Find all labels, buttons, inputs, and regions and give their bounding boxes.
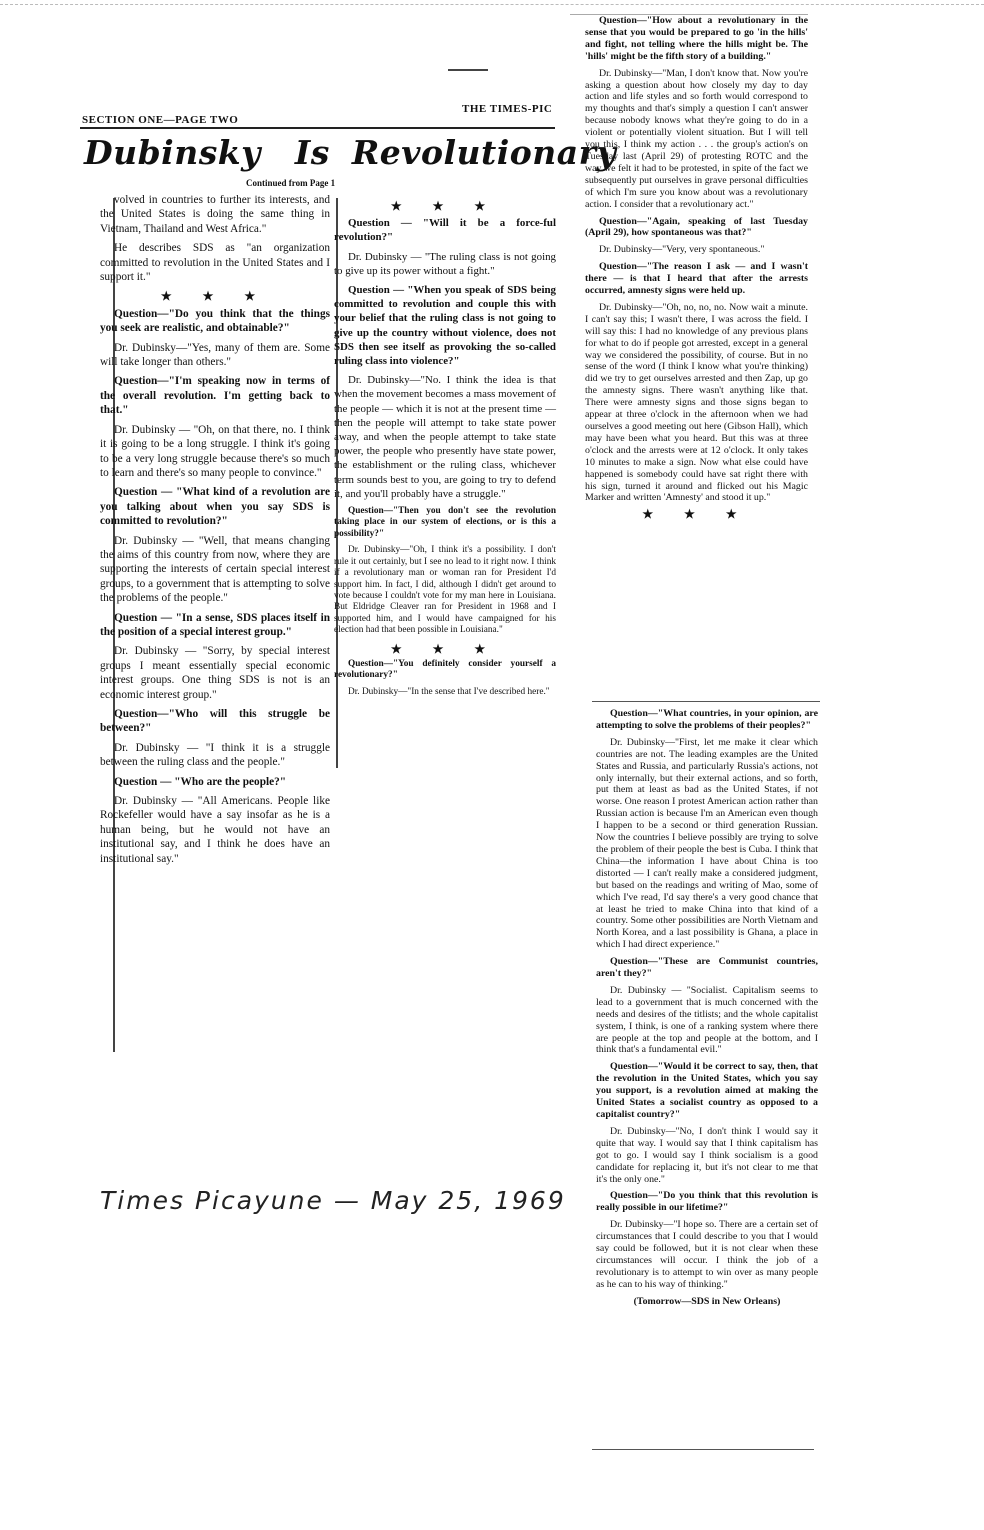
answer-paragraph: Dr. Dubinsky — "All Americans. People like Rockefeller would have a say insofar as he is a human being, but he would not have an institutional say, and I think he does have an institutional say." [100, 795, 330, 865]
star-separator: ★ ★ ★ [642, 507, 751, 522]
answer-paragraph: Dr. Dubinsky — "Well, that means changing the aims of this country from now, where they are supporting the interests of certain special interest groups, to a government that is attempting to solve the problems of the people." [100, 534, 330, 605]
answer-paragraph: Dr. Dubinsky—"No. I think the idea is that when the movement becomes a mass movement of the people — which it is not at the present time — then the people will attempt to take state power away, and when the people attempt to take state power, the people who presently have state power, the establishment or the ruling class, whichever term sounds best to you, are going to try to defend it, and you'll probably have a struggle." [334, 374, 556, 500]
star-separator: ★ ★ ★ [390, 199, 500, 213]
answer-paragraph: Dr. Dubinsky—"In the sense that I've described here." [348, 686, 550, 697]
article-column-1 [100, 193, 330, 871]
answer-paragraph: Dr. Dubinsky — "I think it is a struggle between the ruling class and the people." [100, 741, 330, 769]
question-paragraph: Question—"Again, speaking of last Tuesday (April 29), how spontaneous was that?" [585, 215, 808, 239]
answer-paragraph: Dr. Dubinsky—"Man, I don't know that. Now you're asking a question about how closely my day to day action and life styles and so forth would correspond to my thoughts and that's simply a question I can't answer because nobody knows what they're going to do in a violent or potentially violent situation. But I will tell you this, I think my action . . . the group's action's on Tuesday last (April 29) of protesting ROTC and the way we felt it had to be protested, in spite of the fact we subsequently put ourselves in grave personal difficulties of which I'm sure you know about was a revolutionary action. I consider that a revolutionary act." [585, 67, 808, 210]
clipping-mark [448, 69, 488, 71]
column-rule [592, 701, 820, 702]
article-column-4 [596, 708, 818, 1313]
answer-paragraph: Dr. Dubinsky—"First, let me make it clear which countries are not. The leading examples are the United States and Russia, and particularly Russia's actions, not only internally, but their external actions, and so forth, put them at least as bad as the United States, if not worse. One reason I protest American action rather than Russian action is because I'm an American even though I happen to be a second or third generation Russian. Now the countries I believe possibly are trying to solve the problem of their people the best is Cuba. I think that China—the information I have about China is too distorted — I can't really make a considered judgment, but based on the readings and writing of Mao, some of which I've read, I'd say there's a very good chance that at least he tried to make China into that kind of a country. Some other possibilities are North Vietnam and North Korea, and a last possibility is Ghana, a place in which I had direct experience." [596, 736, 818, 951]
answer-paragraph: Dr. Dubinsky—"Oh, I think it's a possibility. I don't rule it out certainly, but I see no lead to it right now. I think if a revolutionary man or woman ran for President I'd support him. In fact, I did, although I didn't get around to vote because I couldn't vote for my man here in Louisiana. But Eldridge Cleaver ran for President in 1968 and I supported him, and I would have campaigned for his election had that been possible in Louisiana." [334, 545, 556, 636]
question-paragraph: Question—"These are Communist countries, aren't they?" [596, 956, 818, 980]
question-paragraph: Question — "In a sense, SDS places itself in the position of a special interest group." [100, 611, 330, 638]
header-rule [80, 127, 555, 129]
handwritten-annotation: Times Picayune — May 25, 1969 [100, 1186, 566, 1215]
question-paragraph: Question — "What kind of a revolution are you talking about when you say SDS is committed to revolution?" [100, 486, 330, 528]
answer-paragraph: Dr. Dubinsky—"Yes, many of them are. Some will take longer than others." [100, 341, 330, 369]
answer-paragraph: Dr. Dubinsky — "Socialist. Capitalism seems to lead to a government that is much concerned with the needs and desires of the titlists; and the whole capitalist system, I think, is one of a ranking system where there are people at the top and people at the bottom, and I think that's a fundamental evil." [596, 984, 818, 1056]
headline-word: Revolutionary [351, 133, 617, 172]
answer-paragraph: volved in countries to further its interests, and the United States is doing the same thing in Vietnam, Thailand and West Africa." [100, 194, 330, 235]
answer-paragraph: Dr. Dubinsky—"Very, very spontaneous." [599, 244, 765, 256]
answer-paragraph: He describes SDS as "an organization committed to revolution in the United States and I support it." [100, 242, 330, 284]
question-paragraph: Question—"How about a revolutionary in the sense that you would be prepared to go 'in the hills' and fight, not telling where the hills might be. The 'hills' might be the fifth story of a building." [585, 15, 808, 62]
article-column-2 [334, 198, 556, 703]
headline [84, 133, 617, 172]
answer-paragraph: Dr. Dubinsky—"No, I don't think I would say it quite that way. I would say that I think capitalism has got to go. I would say I think socialism is a good candidate for replacing it, but it's not clear to me that it's the only one." [596, 1125, 818, 1185]
headline-word: Is [294, 133, 330, 172]
question-paragraph: Question—"The reason I ask — and I wasn't there — is that I heard that after the arrests occurred, amnesty signs were held up. [585, 261, 808, 297]
question-paragraph: Question—"Who will this struggle be between?" [100, 708, 330, 735]
question-paragraph: Question — "Who are the people?" [114, 775, 287, 788]
masthead: THE TIMES-PIC [462, 103, 553, 115]
answer-paragraph: Dr. Dubinsky — "The ruling class is not going to give up its power without a fight." [334, 250, 556, 277]
section-label: SECTION ONE—PAGE TWO [82, 114, 239, 126]
headline-word: Dubinsky [84, 133, 261, 172]
answer-paragraph: Dr. Dubinsky — "Oh, on that there, no. I think it is going to be a long struggle. I think it's going to be a very long struggle because there's so much to learn and there's so many people to convince." [100, 423, 330, 479]
question-paragraph: Question—"Would it be correct to say, then, that the revolution in the United States, which you say you support, is a revolution aimed at making the United States a socialist country as opposed to a capitalist country?" [596, 1061, 818, 1120]
question-paragraph: Question—"What countries, in your opinion, are attempting to solve the problems of their peoples?" [596, 708, 818, 731]
star-separator: ★ ★ ★ [160, 289, 270, 304]
question-paragraph: Question — "When you speak of SDS being committed to revolution and couple this with your belief that the ruling class is not going to give up the country without violence, does not SDS then see itself as provoking the so-called ruling class into violence?" [334, 284, 556, 368]
top-dashed-border [0, 4, 984, 5]
question-paragraph: Question—"Do you think that the things you seek are realistic, and obtainable?" [100, 307, 330, 335]
question-paragraph: Question—"You definitely consider yourself a revolutionary?" [334, 658, 556, 681]
continued-from-label: Continued from Page 1 [246, 178, 336, 188]
question-paragraph: Question—"Then you don't see the revolution taking place in our system of elections, or is this a possibility?" [334, 506, 556, 539]
answer-paragraph: Dr. Dubinsky—"Oh, no, no, no. Now wait a minute. I can't say this; I wasn't there, I was across the field. I will say this: I had no knowledge of any previous plans for what to do if people got arrested, except in a general way we considered the possibility, of course. But in no sense of the word (I think I know what you're thinking) did we try to get ourselves arrested and then Zap, up go the amnesty signs. There wasn't anything like that. There were amnesty signs and those signs began to appear at three o'clock in the afternoon when we had ourselves a good meeting out here (Gibson Hall), which may have been what you heard. But this was at three o'clock and the arrests were at 12 o'clock. It only takes 10 minutes to make a sign. Now what else could have happened is somebody could have sat right there with his sign, turned it around and flicked out his Magic Marker and written 'Amnesty' and stood it up." [585, 301, 808, 504]
question-paragraph: Question — "Will it be a force-ful revolution?" [334, 217, 556, 244]
answer-paragraph: Dr. Dubinsky—"I hope so. There are a certain set of circumstances that I could describe to you that I would say could be followed, but it is not clear when these circumstances will occur. I think the job of a revolutionary is to attempt to win over as many people as he can to his way of thinking." [596, 1219, 818, 1290]
star-separator: ★ ★ ★ [390, 641, 500, 656]
column-rule [592, 1449, 814, 1450]
article-column-3 [585, 15, 808, 524]
answer-paragraph: Dr. Dubinsky — "Sorry, by special interest groups I meant essentially special economic interest groups. One thing SDS is not is an economic interest group." [100, 645, 330, 701]
question-paragraph: (Tomorrow—SDS in New Orleans) [633, 1295, 781, 1307]
question-paragraph: Question—"Do you think that this revolution is really possible in our lifetime?" [596, 1190, 818, 1214]
question-paragraph: Question—"I'm speaking now in terms of the overall revolution. I'm getting back to that." [100, 375, 330, 417]
